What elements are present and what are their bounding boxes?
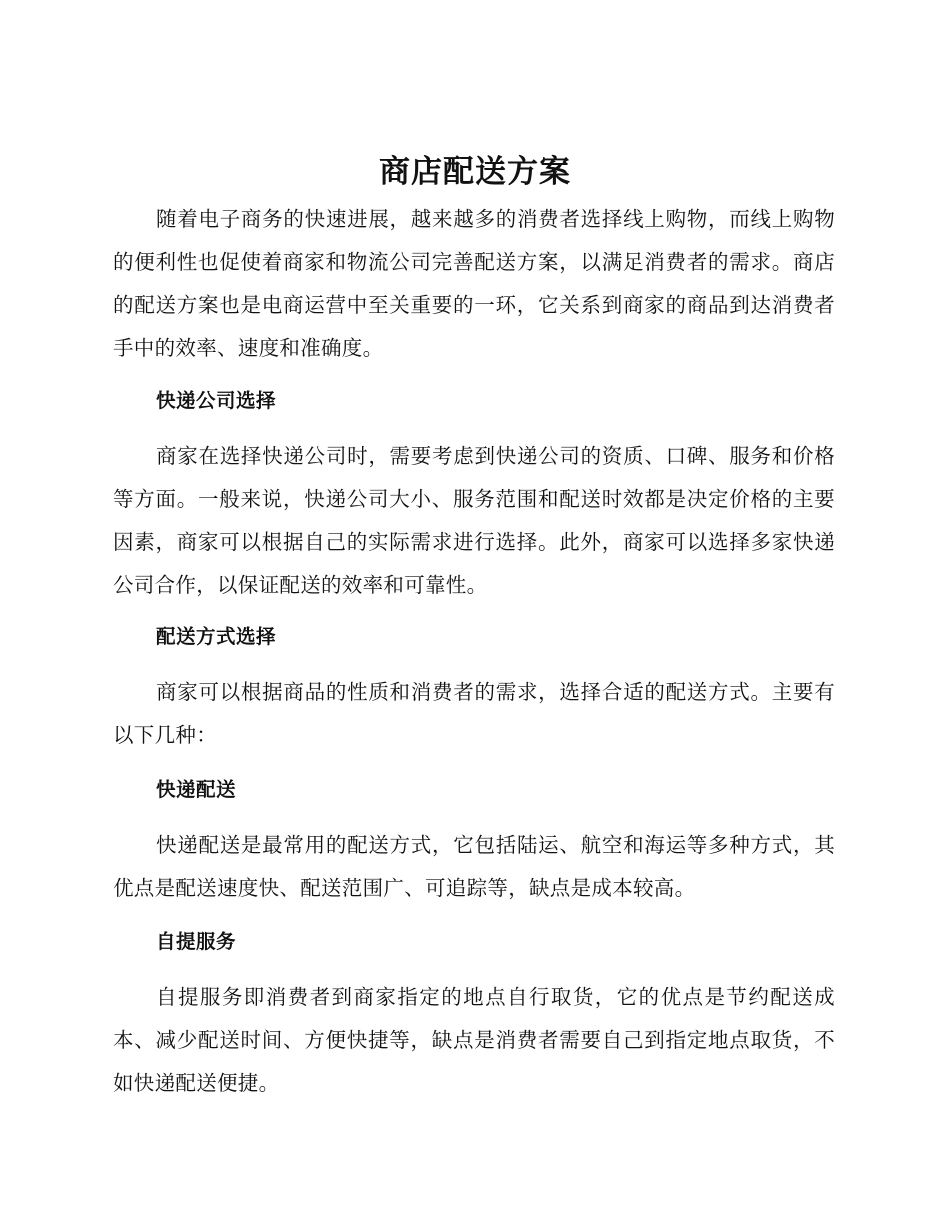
section-body-delivery-method: 商家可以根据商品的性质和消费者的需求，选择合适的配送方式。主要有以下几种： [113, 680, 835, 747]
section-heading-express-delivery: 快递配送 [156, 778, 237, 801]
section-heading-delivery-method: 配送方式选择 [156, 625, 277, 648]
section-body-express-delivery: 快递配送是最常用的配送方式，它包括陆运、航空和海运等多种方式，其优点是配送速度快、配送范围广、可追踪等，缺点是成本较高。 [113, 833, 835, 900]
section-heading-courier-selection: 快递公司选择 [156, 389, 277, 412]
document-title: 商店配送方案 [379, 154, 571, 190]
intro-paragraph: 随着电子商务的快速进展，越来越多的消费者选择线上购物，而线上购物的便利性也促使着商家和物流公司完善配送方案，以满足消费者的需求。商店的配送方案也是电商运营中至关重要的一环，它关系到商家的商品到达消费者手中的效率、速度和准确度。 [113, 207, 835, 360]
section-body-self-pickup: 自提服务即消费者到商家指定的地点自行取货，它的优点是节约配送成本、减少配送时间、方便快捷等，缺点是消费者需要自己到指定地点取货，不如快递配送便捷。 [113, 985, 835, 1095]
section-body-courier-selection: 商家在选择快递公司时，需要考虑到快递公司的资质、口碑、服务和价格等方面。一般来说，快递公司大小、服务范围和配送时效都是决定价格的主要因素，商家可以根据自己的实际需求进行选择。此外，商家可以选择多家快递公司合作，以保证配送的效率和可靠性。 [113, 444, 835, 597]
section-heading-self-pickup: 自提服务 [156, 930, 237, 953]
